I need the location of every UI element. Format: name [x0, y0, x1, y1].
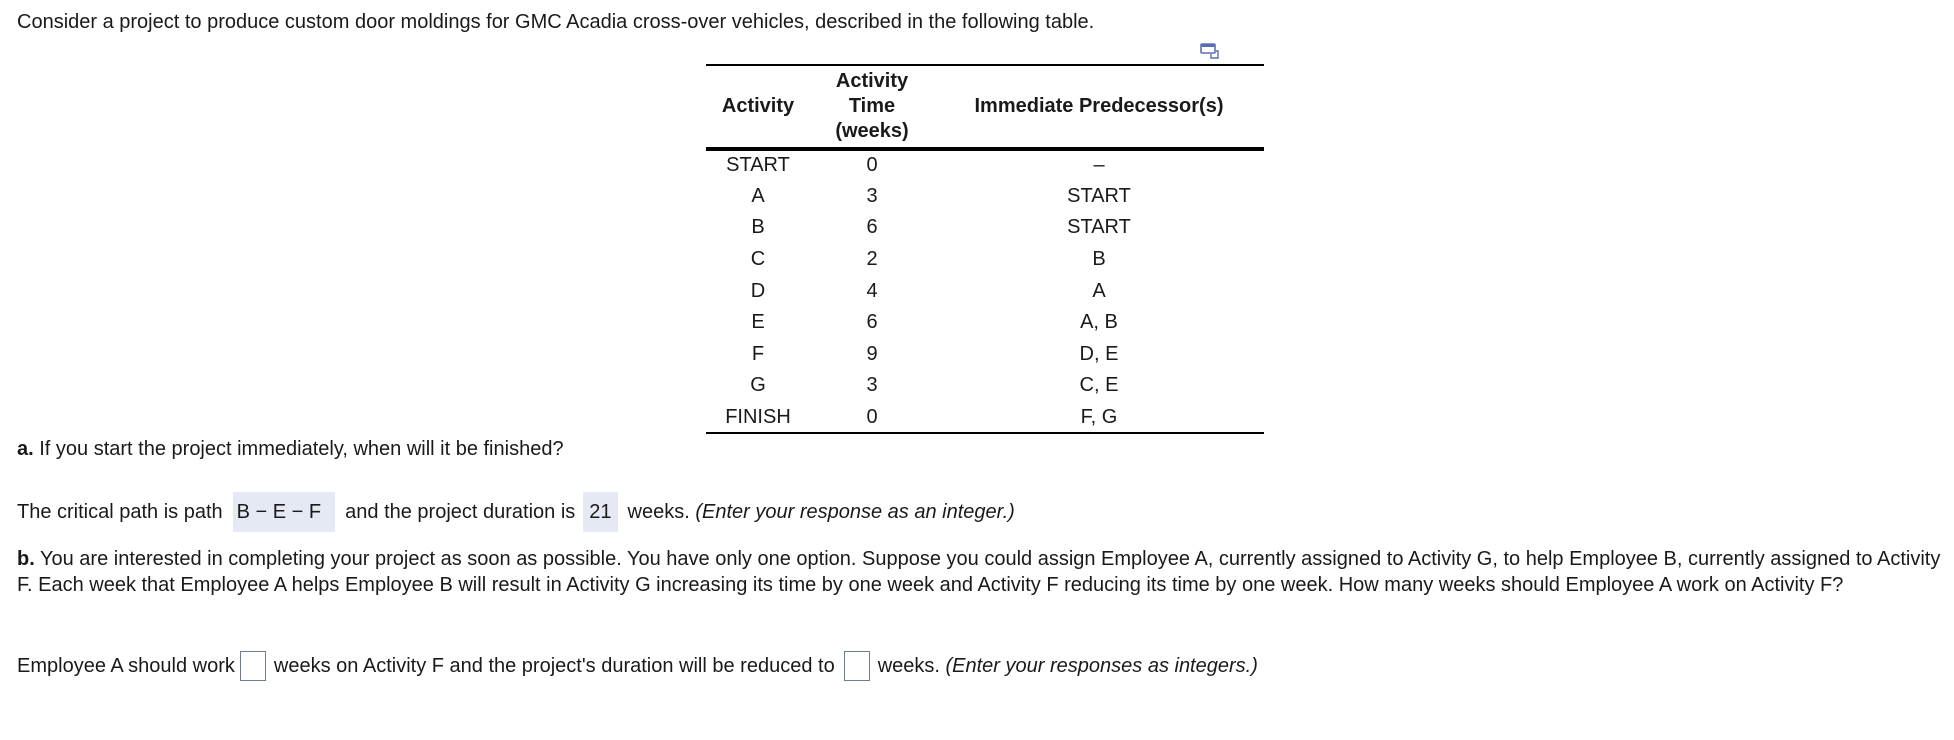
- cell-activity: A: [751, 184, 765, 207]
- part-a-question-text: If you start the project immediately, when will it be finished?: [33, 438, 564, 460]
- cell-time: 0: [866, 405, 878, 428]
- table-row: [706, 307, 1264, 339]
- cell-activity: FINISH: [725, 405, 791, 428]
- part-b-label: b.: [17, 548, 35, 570]
- cell-activity: F: [751, 342, 765, 365]
- part-b-answer-line: [17, 651, 1258, 681]
- part-a-question: [17, 438, 564, 461]
- duration-prefix: and the project duration is: [345, 500, 576, 523]
- cell-predecessor: START: [1067, 184, 1131, 207]
- table-row: [706, 181, 1264, 213]
- table-row: [706, 339, 1264, 371]
- weeks-input[interactable]: [240, 651, 266, 681]
- header-activity: Activity: [721, 95, 795, 117]
- duration-suffix: weeks.: [627, 500, 690, 523]
- table-row: [706, 149, 1264, 181]
- cell-predecessor: START: [1067, 216, 1131, 239]
- part-b-question: [17, 546, 1947, 598]
- duration-answer[interactable]: 21: [583, 492, 617, 532]
- part-a-hint: (Enter your response as an integer.): [695, 500, 1015, 523]
- activity-table: [706, 64, 1264, 434]
- part-a-answer-line: [17, 492, 1015, 532]
- table-row: [706, 402, 1264, 434]
- part-b-question-text: You are interested in completing your project as soon as possible. You have only one option. Suppose you could assign Employee A, currently assigned to Activity G, to help Employee B, currently assigned to Activity F. Each week that Employee A helps Employee B will result in Activity G increasing its time by one week and Activity F reducing its time by one week. How many weeks should Employee A work on Activity F?: [17, 548, 1941, 596]
- cell-time: 0: [866, 154, 878, 177]
- cell-time: 3: [866, 374, 878, 397]
- cell-predecessor: B: [1092, 248, 1106, 271]
- cell-predecessor: A: [1092, 279, 1106, 302]
- header-activity-time-line1: Activity Time: [835, 70, 909, 117]
- header-activity-time: [810, 65, 934, 149]
- cell-predecessor: F, G: [1080, 405, 1118, 428]
- cell-time: 6: [866, 311, 878, 334]
- cell-activity: START: [726, 154, 790, 177]
- part-a-label: a.: [17, 438, 34, 460]
- activity-table-container: [706, 64, 1264, 434]
- cell-activity: E: [751, 311, 765, 334]
- employee-mid: weeks on Activity F and the project's duration will be reduced to: [273, 654, 835, 677]
- part-b-hint: (Enter your responses as integers.): [945, 654, 1258, 677]
- critical-path-answer[interactable]: B − E − F: [233, 492, 335, 532]
- table-row: [706, 212, 1264, 244]
- problem-intro: Consider a project to produce custom door moldings for GMC Acadia cross-over vehicles, described in the following table.: [17, 11, 1095, 33]
- cell-predecessor: –: [1093, 154, 1105, 177]
- reduced-duration-input[interactable]: [844, 651, 870, 681]
- cell-activity: C: [750, 248, 766, 271]
- cell-predecessor: C, E: [1079, 374, 1119, 397]
- critical-path-prefix: The critical path is path: [17, 500, 223, 523]
- header-activity-time-line2: (weeks): [835, 120, 909, 142]
- employee-prefix: Employee A should work: [17, 654, 235, 677]
- header-predecessors: Immediate Predecessor(s): [974, 95, 1224, 117]
- cell-time: 4: [866, 279, 878, 302]
- cell-activity: B: [751, 216, 765, 239]
- cell-time: 6: [866, 216, 878, 239]
- table-header-row: [706, 65, 1264, 149]
- table-row: [706, 370, 1264, 402]
- cell-predecessor: A, B: [1080, 311, 1118, 334]
- cell-time: 3: [866, 184, 878, 207]
- table-row: [706, 275, 1264, 307]
- cell-time: 9: [866, 342, 878, 365]
- cell-activity: G: [750, 374, 766, 397]
- cell-activity: D: [750, 279, 766, 302]
- employee-suffix: weeks.: [877, 654, 940, 677]
- cell-predecessor: D, E: [1079, 342, 1119, 365]
- cell-time: 2: [866, 248, 878, 271]
- table-row: [706, 244, 1264, 276]
- copy-table-icon[interactable]: [1199, 42, 1221, 60]
